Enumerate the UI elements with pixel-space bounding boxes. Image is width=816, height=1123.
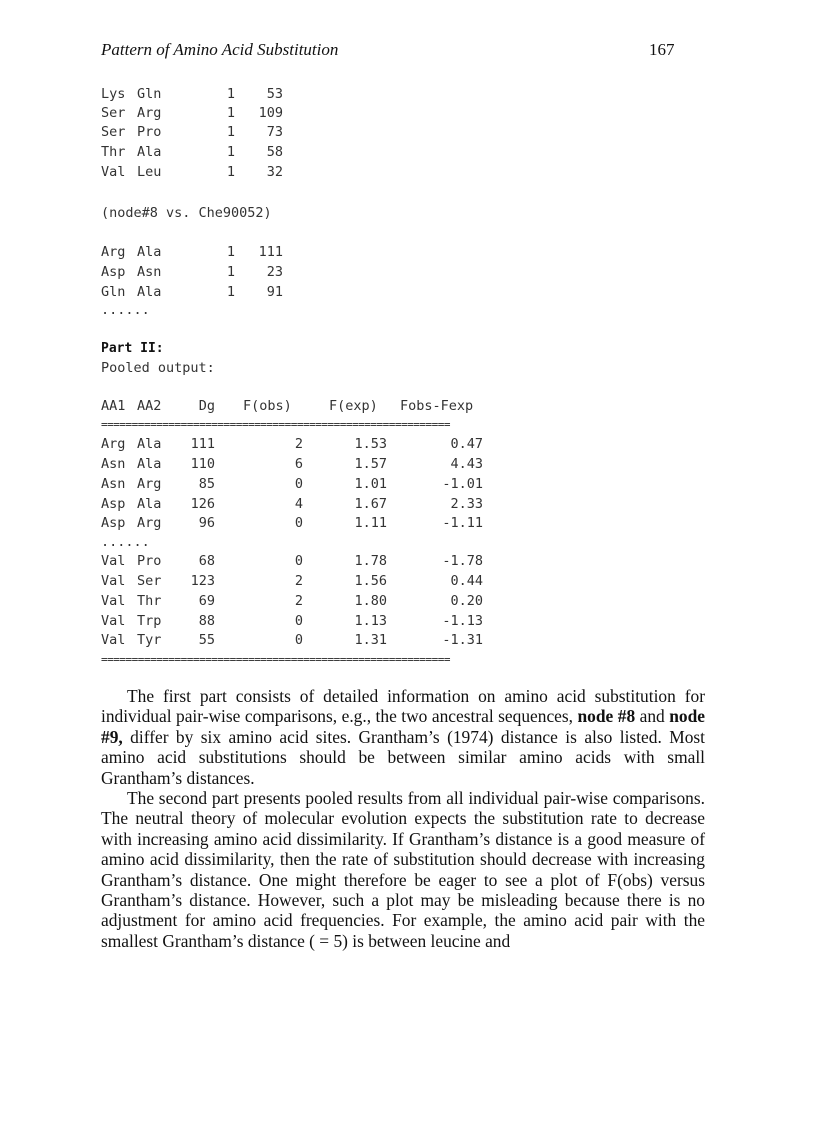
dg: 55 (198, 632, 215, 648)
dg: 126 (190, 496, 215, 512)
diff: 4.43 (450, 456, 483, 472)
diff: -1.01 (442, 476, 483, 492)
aa2: Thr (137, 593, 162, 609)
dg: 123 (190, 573, 215, 589)
p1-node8: node #8 (577, 706, 636, 727)
count: 1 (226, 264, 235, 280)
fexp: 1.01 (354, 476, 387, 492)
aa2: Tyr (137, 632, 162, 648)
paragraph-2: The second part presents pooled results from all individual pair-wise comparisons. The neutral theory of molecular evolution expects the substitution rate to decrease with increasing amino acid dissimilarity. If Grantham’s distance is a good measure of amino acid dissimilarity, then the rate of substitution should decrease with increasing Grantham’s distance. One might therefore be eager to see a plot of F(obs) versus Grantham’s distance. However, such a plot may be misleading because there is no adjustment for amino acid frequencies. For example, the amino acid pair with the smallest Grantham’s distance ( = 5) is between leucine and (101, 788, 705, 951)
diff: -1.31 (442, 632, 483, 648)
fobs: 2 (294, 593, 303, 609)
part2-label: Part II: (101, 341, 164, 356)
list-item (101, 123, 283, 141)
col-fobs: F(obs) (243, 398, 292, 414)
aa1: Val (101, 553, 126, 569)
fobs: 0 (294, 553, 303, 569)
col-dg: Dg (198, 398, 215, 414)
list-item (101, 104, 283, 122)
aa2: Gln (137, 86, 162, 102)
fobs: 4 (294, 496, 303, 512)
fexp: 1.53 (354, 436, 387, 452)
dg: 69 (198, 593, 215, 609)
diff: 0.20 (450, 593, 483, 609)
running-title: Pattern of Amino Acid Substitution (101, 40, 339, 59)
diff: 0.44 (450, 573, 483, 589)
aa2: Ala (137, 456, 162, 472)
paragraph-1 (101, 686, 705, 788)
dg: 111 (190, 436, 215, 452)
list-item (101, 163, 283, 181)
table-row (101, 495, 483, 513)
list-item (101, 263, 283, 281)
aa2: Pro (137, 124, 162, 140)
table-row (101, 572, 483, 590)
fexp: 1.67 (354, 496, 387, 512)
aa1: Thr (101, 144, 126, 160)
aa1: Ser (101, 105, 126, 121)
aa2: Ala (137, 496, 162, 512)
diff: 2.33 (450, 496, 483, 512)
aa1: Asn (101, 476, 126, 492)
count: 1 (226, 105, 235, 121)
p1-text-c: and (635, 706, 670, 727)
aa2: Arg (137, 515, 162, 531)
aa1: Lys (101, 86, 126, 102)
page-number: 167 (649, 40, 675, 59)
fobs: 0 (294, 613, 303, 629)
aa1: Arg (101, 436, 126, 452)
aa1: Asp (101, 264, 126, 280)
table-row (101, 514, 483, 532)
aa1: Val (101, 613, 126, 629)
p1-node9: node #9, (101, 706, 705, 747)
dg: 85 (198, 476, 215, 492)
distance: 109 (258, 105, 283, 121)
table-rule-bottom: ========================================================= (101, 655, 450, 665)
diff: -1.11 (442, 515, 483, 531)
dg: 68 (198, 553, 215, 569)
col-fexp: F(exp) (329, 398, 378, 414)
fobs: 6 (294, 456, 303, 472)
p1-text-a: The first part consists of detailed information on amino acid substitution for individual pair-wise comparisons, e.g., the two ancestral sequences, (101, 686, 705, 727)
table-row (101, 552, 483, 570)
distance: 91 (266, 284, 283, 300)
fexp: 1.80 (354, 593, 387, 609)
aa2: Ser (137, 573, 162, 589)
fobs: 2 (294, 573, 303, 589)
fexp: 1.57 (354, 456, 387, 472)
aa1: Gln (101, 284, 126, 300)
aa1: Val (101, 632, 126, 648)
aa2: Ala (137, 144, 162, 160)
fobs: 0 (294, 515, 303, 531)
distance: 32 (266, 164, 283, 180)
count: 1 (226, 284, 235, 300)
ellipsis: ...... (101, 302, 150, 318)
dg: 96 (198, 515, 215, 531)
aa2: Arg (137, 105, 162, 121)
distance: 73 (266, 124, 283, 140)
list-item (101, 243, 283, 261)
fobs: 0 (294, 632, 303, 648)
list-item (101, 283, 283, 301)
diff: 0.47 (450, 436, 483, 452)
aa1: Asn (101, 456, 126, 472)
fexp: 1.11 (354, 515, 387, 531)
aa2: Pro (137, 553, 162, 569)
count: 1 (226, 244, 235, 260)
count: 1 (226, 124, 235, 140)
aa1: Val (101, 164, 126, 180)
body-text (101, 686, 705, 951)
aa1: Val (101, 573, 126, 589)
fexp: 1.56 (354, 573, 387, 589)
fexp: 1.31 (354, 632, 387, 648)
col-aa1: AA1 (101, 398, 126, 414)
diff: -1.78 (442, 553, 483, 569)
list-item (101, 85, 283, 103)
count: 1 (226, 144, 235, 160)
col-diff: Fobs-Fexp (400, 398, 474, 414)
col-aa2: AA2 (137, 398, 162, 414)
distance: 58 (266, 144, 283, 160)
fobs: 2 (294, 436, 303, 452)
table-row (101, 592, 483, 610)
list-item (101, 143, 283, 161)
aa1: Ser (101, 124, 126, 140)
aa1: Arg (101, 244, 126, 260)
table-row (101, 455, 483, 473)
count: 1 (226, 86, 235, 102)
table-rule-top: ========================================================= (101, 420, 450, 430)
distance: 111 (258, 244, 283, 260)
aa2: Ala (137, 436, 162, 452)
aa2: Arg (137, 476, 162, 492)
table-row (101, 475, 483, 493)
aa2: Ala (137, 284, 162, 300)
comparison-header: (node#8 vs. Che90052) (101, 205, 272, 221)
part1-tail-list (0, 0, 816, 318)
distance: 53 (266, 86, 283, 102)
aa1: Asp (101, 515, 126, 531)
table-header (101, 397, 474, 415)
aa1: Val (101, 593, 126, 609)
fobs: 0 (294, 476, 303, 492)
fexp: 1.13 (354, 613, 387, 629)
table-row (101, 612, 483, 630)
dg: 110 (190, 456, 215, 472)
fexp: 1.78 (354, 553, 387, 569)
diff: -1.13 (442, 613, 483, 629)
part2-subtitle: Pooled output: (101, 360, 215, 376)
dg: 88 (198, 613, 215, 629)
aa2: Trp (137, 613, 162, 629)
ellipsis: ...... (101, 534, 150, 550)
aa2: Leu (137, 164, 162, 180)
aa2: Asn (137, 264, 162, 280)
aa1: Asp (101, 496, 126, 512)
table-row (101, 435, 483, 453)
count: 1 (226, 164, 235, 180)
p1-text-e: differ by six amino acid sites. Grantham’s (1974) distance is also listed. Most amino acid substitutions should be between similar amino acids with small Grantham’s distances. (101, 726, 705, 788)
distance: 23 (266, 264, 283, 280)
table-row (101, 631, 483, 649)
aa2: Ala (137, 244, 162, 260)
